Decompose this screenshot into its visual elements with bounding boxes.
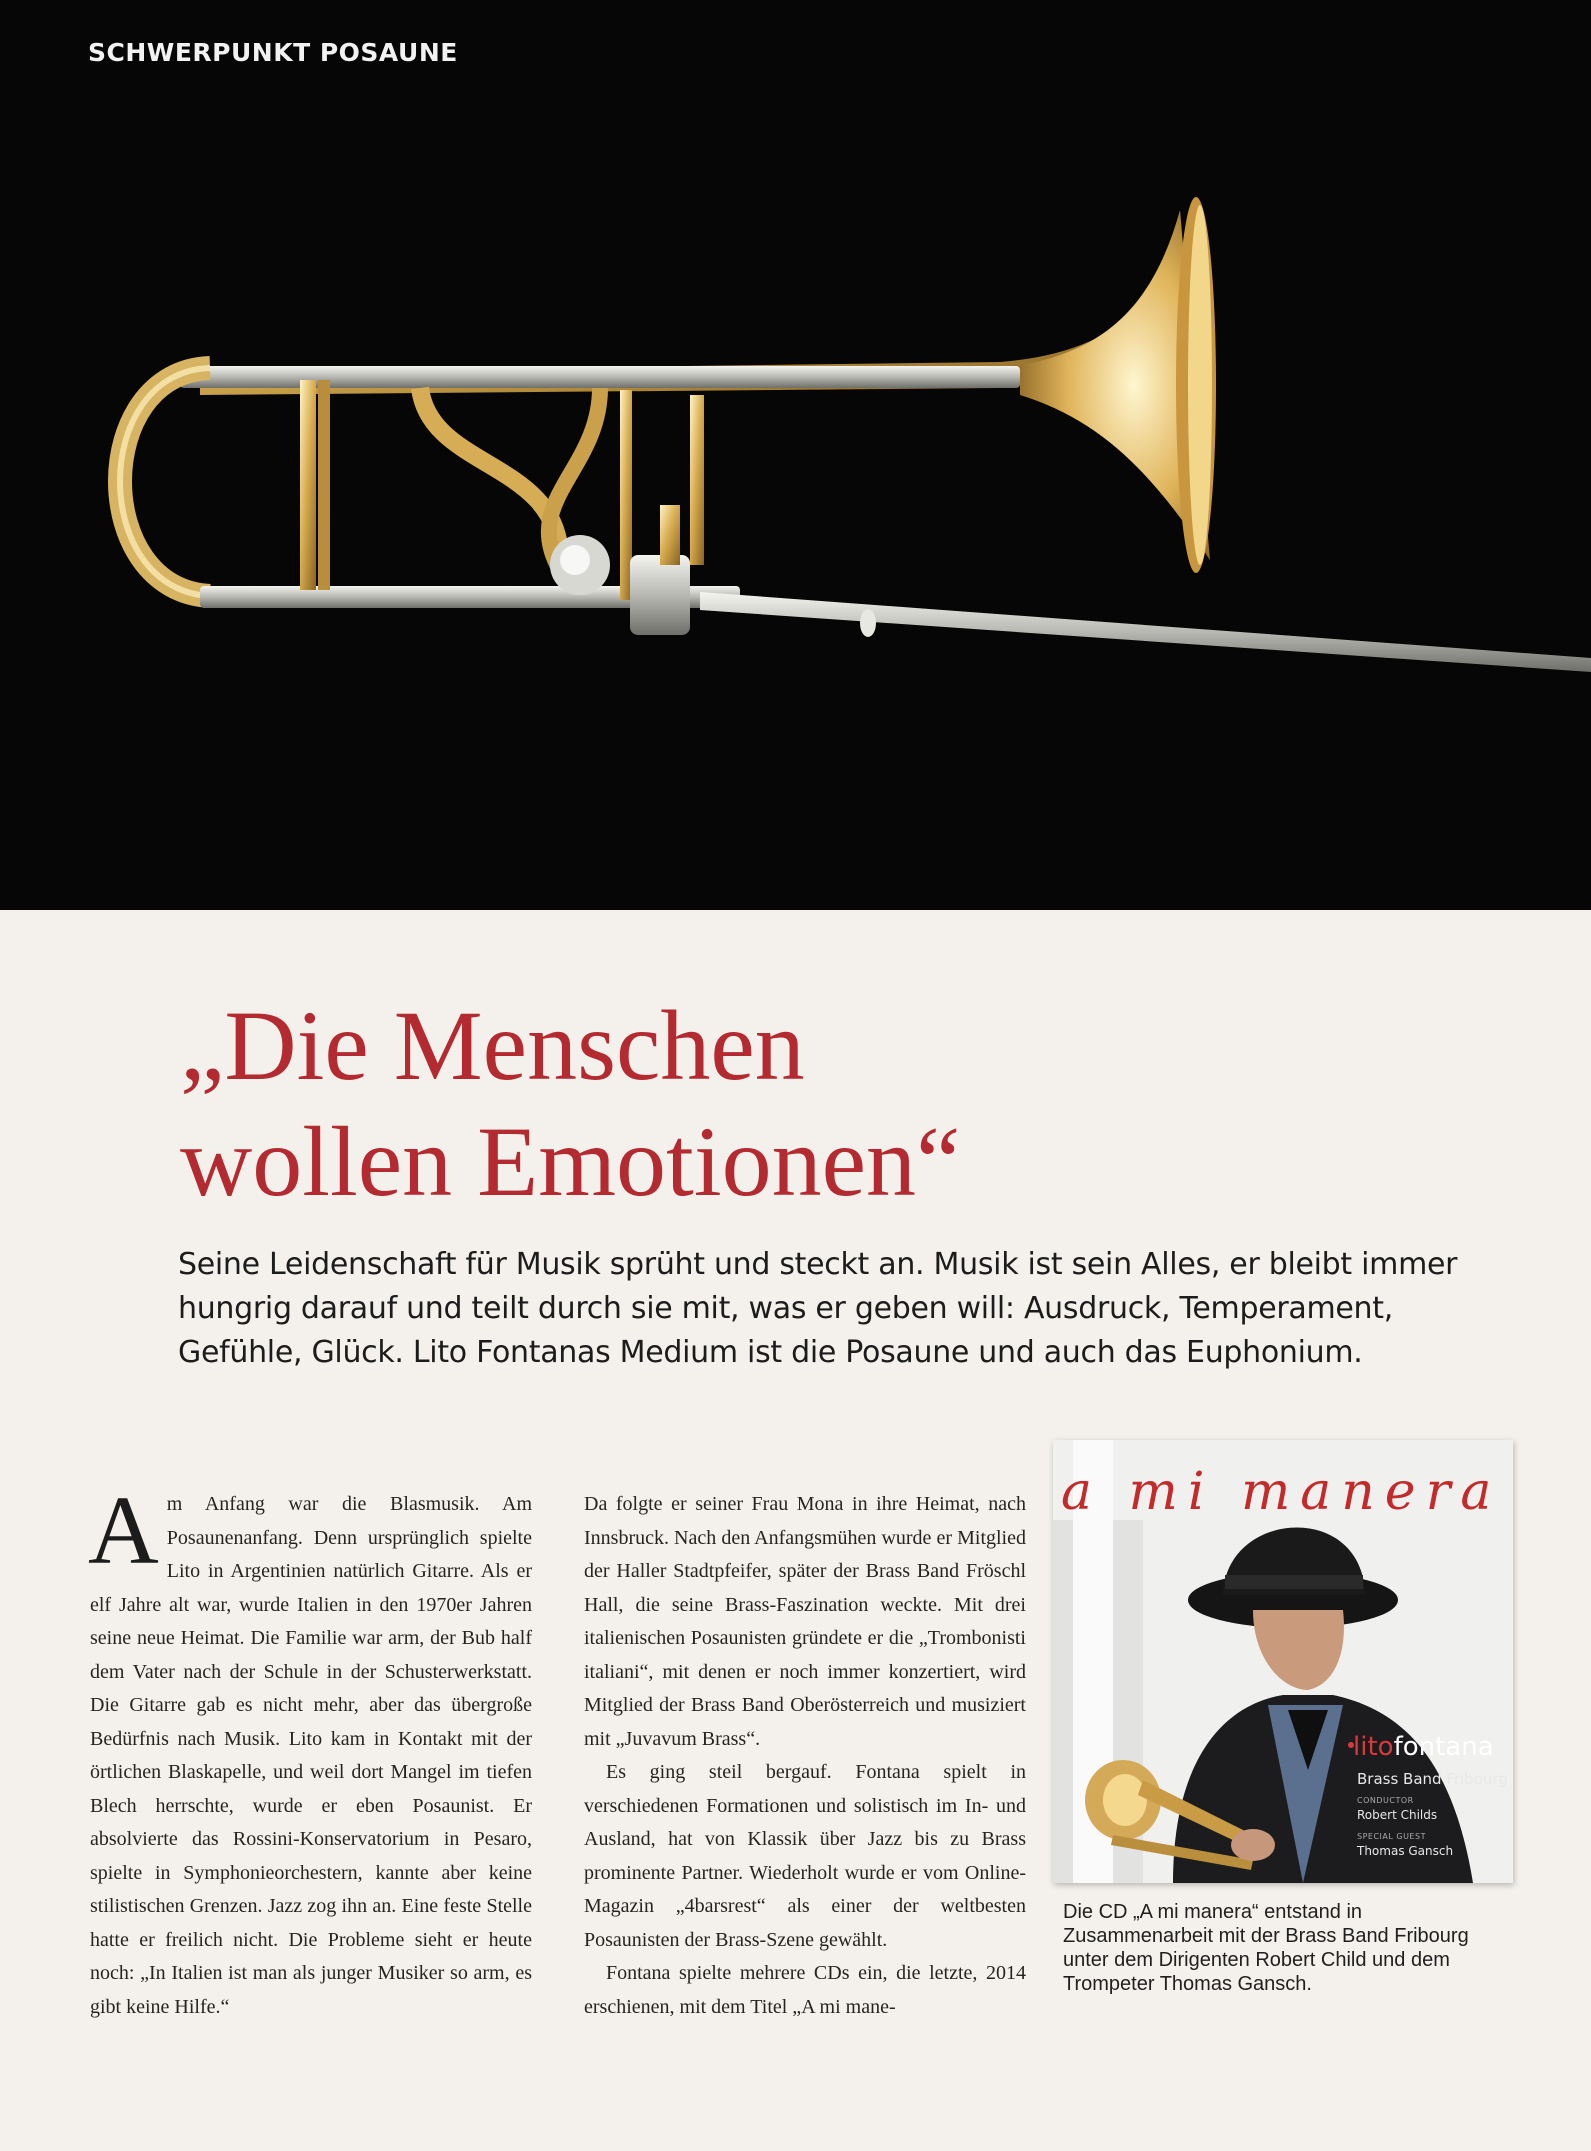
column-2-paragraph-3: Fontana spielte mehrere CDs ein, die letzte, 2014 erschienen, mit dem Titel „A mi mane- [584,1962,1026,2018]
cd-cover-image [1053,1440,1513,1883]
trombone-illustration [0,0,1591,910]
section-label: SCHWERPUNKT POSAUNE [88,38,458,67]
cd-artist-last: fontana [1393,1732,1494,1762]
article-lead: Seine Leidenschaft für Musik sprüht und steckt an. Musik ist sein Alles, er bleibt immer hungrig darauf und teilt durch sie mit, was er geben will: Ausdruck, Temperament, Gefühle, Glück. Lito Fontanas Medium ist die Posaune und auch das Euphonium. [178,1247,1458,1370]
column-2-paragraph-1: Da folgte er seiner Frau Mona in ihre Heimat, nach Innsbruck. Nach den Anfangsmühen wurde er Mitglied der Haller Stadtpfeifer, später der Brass Band Fröschl Hall, die seine Brass-Faszination weckte. Mit drei italienischen Posaunisten gründete er die „Trombonisti italiani“, mit denen er noch immer konzertiert, wird Mitglied der Brass Band Oberösterreich und musiziert mit „Juvavum Brass“. [584,1493,1026,1750]
column-1-paragraph-1-text: m Anfang war die Blasmusik. Am Posaunenanfang. Denn ursprünglich spielte Lito in Argentinien natürlich Gitarre. Als er elf Jahre alt war, wurde Italien in den 1970er Jahren seine neue Heimat. Die Familie war arm, der Bub half dem Vater nach der Schule in der Schusterwerkstatt. Die Gitarre gab es nicht mehr, aber das übergroße Bedürfnis nach Musik. Lito kam in Kontakt mit der örtlichen Blaskapelle, und weil dort Mangel im tiefen Blech herrschte, wurde er eben Posaunist. Er absolvierte das Rossini-Konservatorium in Pesaro, spielte in Symphonieorchestern, kannte aber keine stilistischen Grenzen. Jazz zog ihn an. Eine feste Stelle hatte er freilich nicht. Die Probleme sieht er heute noch: „In Italien ist man als junger Musiker so arm, es gibt keine Hilfe.“ [90,1493,532,2018]
cd-guest: Thomas Gansch [1357,1844,1454,1858]
drop-cap: A [88,1477,159,1585]
article-headline [180,988,1480,1220]
image-caption: Die CD „A mi manera“ entstand in Zusammenarbeit mit der Brass Band Fribourg unter dem Dirigenten Robert Child und dem Trompeter Thomas Gansch. [1063,1901,1469,1995]
cd-artist [1353,1732,1494,1762]
cd-band: Brass Band Fribourg [1357,1770,1508,1788]
column-2-paragraph-2: Es ging steil bergauf. Fontana spielt in verschiedenen Formationen und solistisch im In- und Ausland, hat von Klassik über Jazz bis zu Brass prominente Partner. Wiederholt wurde er vom Online-Magazin „4barsrest“ als einer der weltbesten Posaunisten der Brass-Szene gewählt. [584,1761,1026,1951]
cd-title: a mi manera [1061,1462,1502,1522]
headline-line-1: „Die Menschen [180,990,805,1101]
cd-guest-label: SPECIAL GUEST [1357,1832,1426,1841]
hero-photo [0,0,1591,910]
cd-conductor: Robert Childs [1357,1808,1438,1822]
body-column-2 [584,1488,1026,2024]
cd-conductor-label: CONDUCTOR [1357,1796,1414,1805]
body-column-1 [88,1477,532,2024]
headline-line-2: wollen Emotionen“ [180,1106,961,1217]
cd-artist-first: lito [1353,1732,1394,1762]
column-1-paragraph-1 [88,1477,532,2024]
